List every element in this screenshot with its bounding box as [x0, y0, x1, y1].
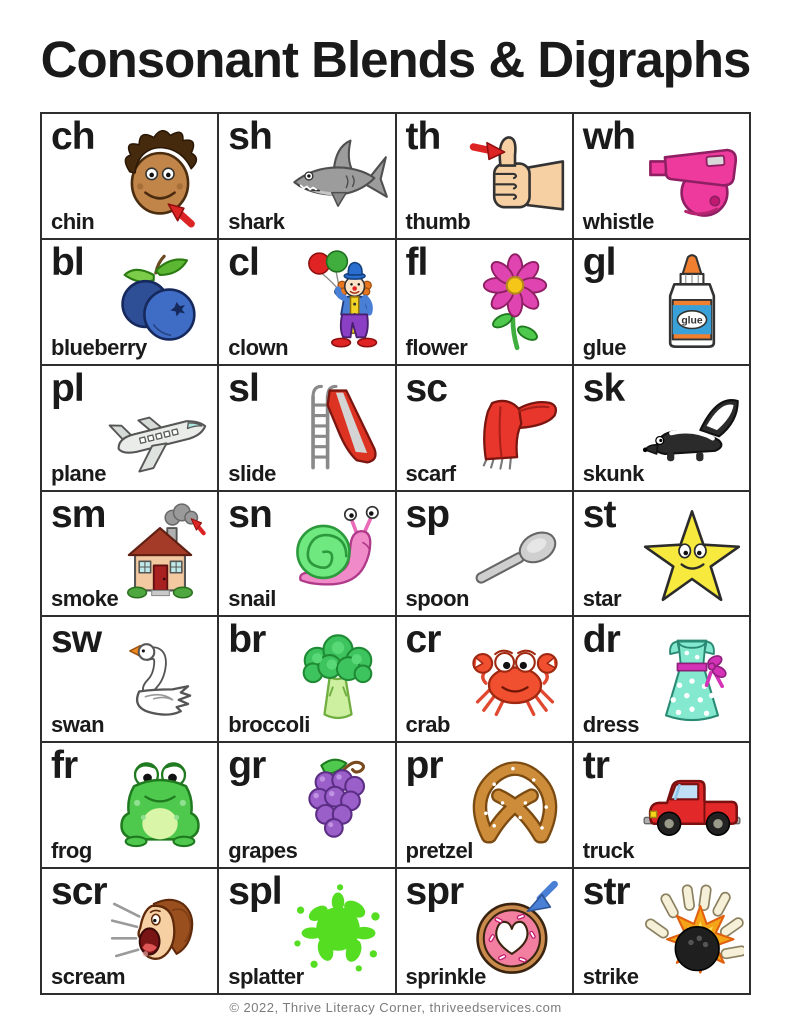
- blend-label: pr: [405, 744, 443, 788]
- cell-cl: [218, 239, 395, 365]
- plane-icon: [108, 374, 212, 482]
- cell-pl: [41, 365, 218, 491]
- blend-label: gl: [582, 240, 616, 284]
- cell-spl: [218, 868, 395, 994]
- blend-label: ch: [51, 115, 95, 158]
- word-label: grapes: [228, 838, 298, 864]
- blend-label: fr: [51, 744, 78, 788]
- blend-label: spr: [405, 870, 464, 914]
- blend-label: fl: [405, 240, 428, 284]
- blend-label: sn: [228, 492, 272, 536]
- blend-label: bl: [51, 240, 84, 284]
- blend-label: sw: [51, 618, 102, 662]
- blend-label: wh: [582, 115, 635, 158]
- frog-icon: [108, 751, 212, 859]
- grapes-icon: [286, 751, 390, 859]
- blends-grid: [40, 112, 751, 995]
- smoke-icon: [108, 499, 212, 607]
- strike-icon: [640, 877, 744, 985]
- snail-icon: [286, 499, 390, 607]
- word-label: clown: [228, 334, 289, 360]
- cell-fr: [41, 742, 218, 868]
- word-label: frog: [51, 838, 92, 864]
- blend-label: cr: [405, 618, 441, 662]
- word-label: slide: [228, 460, 276, 486]
- blend-label: dr: [582, 618, 620, 662]
- cell-spr: [396, 868, 573, 994]
- word-label: smoke: [51, 586, 119, 612]
- cell-scr: [41, 868, 218, 994]
- word-label: sprinkle: [405, 963, 486, 989]
- shark-icon: [286, 122, 390, 230]
- cell-bl: [41, 239, 218, 365]
- copyright-credit: © 2022, Thrive Literacy Corner, thriveedservices.com: [229, 1000, 562, 1015]
- cell-sm: [41, 491, 218, 617]
- pretzel-icon: [463, 751, 567, 859]
- clown-icon: [286, 248, 390, 356]
- glue-icon: [640, 248, 744, 356]
- blend-label: gr: [228, 744, 266, 788]
- blend-label: spl: [228, 870, 282, 914]
- cell-tr: [573, 742, 750, 868]
- word-label: plane: [51, 460, 106, 486]
- crab-icon: [463, 625, 567, 733]
- blend-label: sh: [228, 115, 272, 158]
- skunk-icon: [640, 374, 744, 482]
- page-title: Consonant Blends & Digraphs: [40, 31, 751, 88]
- scarf-icon: [463, 374, 567, 482]
- word-label: dress: [582, 712, 639, 738]
- blend-label: sl: [228, 366, 259, 410]
- cell-br: [218, 616, 395, 742]
- slide-icon: [286, 374, 390, 482]
- blend-label: scr: [51, 870, 107, 914]
- blend-label: pl: [51, 366, 84, 410]
- cell-wh: [573, 113, 750, 239]
- word-label: crab: [405, 712, 450, 738]
- word-label: swan: [51, 712, 105, 738]
- blend-label: tr: [582, 744, 609, 788]
- cell-sw: [41, 616, 218, 742]
- cell-cr: [396, 616, 573, 742]
- word-label: snail: [228, 586, 276, 612]
- word-label: truck: [582, 838, 635, 864]
- blend-label: sk: [582, 366, 625, 410]
- word-label: spoon: [405, 586, 469, 612]
- cell-sk: [573, 365, 750, 491]
- cell-gl: [573, 239, 750, 365]
- word-label: splatter: [228, 963, 304, 989]
- flower-icon: [463, 248, 567, 356]
- blend-label: br: [228, 618, 266, 662]
- cell-st: [573, 491, 750, 617]
- whistle-icon: [640, 122, 744, 230]
- blend-label: st: [582, 492, 616, 536]
- word-label: scarf: [405, 460, 456, 486]
- cell-sp: [396, 491, 573, 617]
- word-label: blueberry: [51, 334, 147, 360]
- cell-th: [396, 113, 573, 239]
- spoon-icon: [463, 499, 567, 607]
- cell-fl: [396, 239, 573, 365]
- cell-sn: [218, 491, 395, 617]
- cell-sc: [396, 365, 573, 491]
- star-icon: [640, 499, 744, 607]
- word-label: whistle: [582, 208, 654, 234]
- cell-sh: [218, 113, 395, 239]
- word-label: scream: [51, 963, 126, 989]
- word-label: glue: [582, 334, 626, 360]
- blend-label: th: [405, 115, 441, 158]
- blend-label: sm: [51, 492, 106, 536]
- blend-label: sc: [405, 366, 447, 410]
- cell-sl: [218, 365, 395, 491]
- cell-str: [573, 868, 750, 994]
- cell-pr: [396, 742, 573, 868]
- thumb-icon: [463, 122, 567, 230]
- cell-gr: [218, 742, 395, 868]
- dress-icon: [640, 625, 744, 733]
- truck-icon: [640, 751, 744, 859]
- svg-text:glue: glue: [681, 315, 703, 327]
- chin-icon: [108, 122, 212, 230]
- word-label: star: [582, 586, 622, 612]
- blend-label: cl: [228, 240, 259, 284]
- word-label: pretzel: [405, 838, 473, 864]
- word-label: broccoli: [228, 712, 310, 738]
- word-label: skunk: [582, 460, 644, 486]
- word-label: shark: [228, 208, 285, 234]
- blend-label: str: [582, 870, 630, 914]
- cell-ch: [41, 113, 218, 239]
- cell-dr: [573, 616, 750, 742]
- blend-label: sp: [405, 492, 450, 536]
- word-label: strike: [582, 963, 639, 989]
- word-label: flower: [405, 334, 468, 360]
- word-label: chin: [51, 208, 95, 234]
- word-label: thumb: [405, 208, 471, 234]
- swan-icon: [108, 625, 212, 733]
